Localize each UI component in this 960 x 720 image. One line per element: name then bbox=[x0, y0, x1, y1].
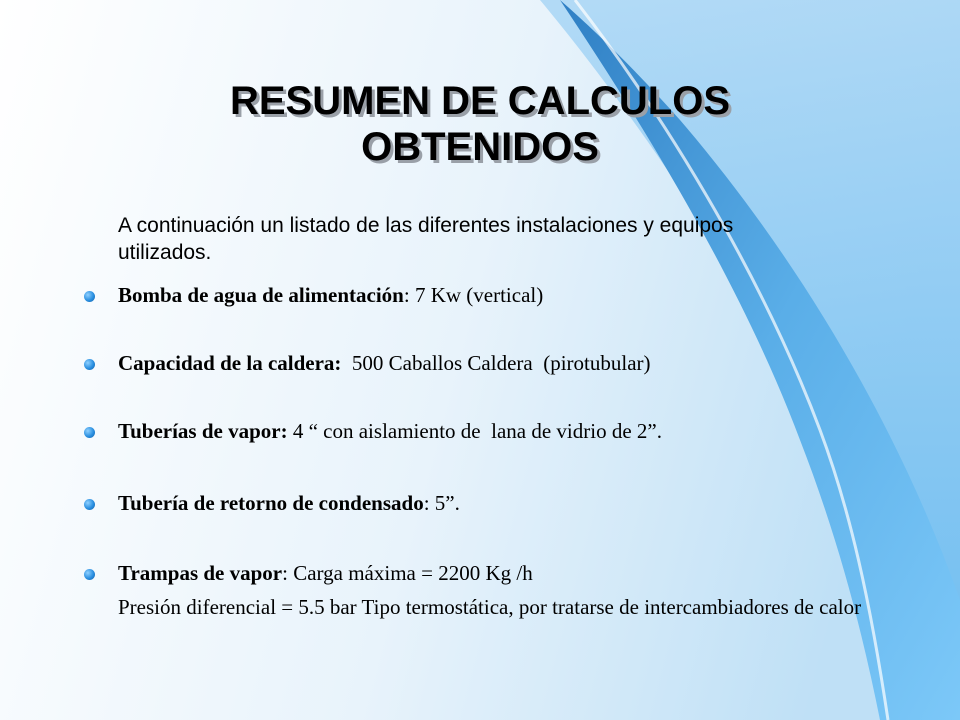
list-item bbox=[84, 350, 904, 377]
item-label: Bomba de agua de alimentación bbox=[118, 283, 404, 307]
list-item bbox=[84, 560, 904, 587]
item-text: : 5”. bbox=[423, 491, 460, 515]
bullet-icon bbox=[84, 359, 95, 370]
bullet-icon bbox=[84, 569, 95, 580]
list-item bbox=[84, 418, 904, 445]
continuation-text: Presión diferencial = 5.5 bar Tipo termostática, por tratarse de intercambiadores de calor bbox=[118, 595, 862, 619]
bullet-icon bbox=[84, 427, 95, 438]
item-label: Trampas de vapor bbox=[118, 561, 283, 585]
bullet-icon bbox=[84, 499, 95, 510]
item-text: 500 Caballos Caldera (pirotubular) bbox=[341, 351, 651, 375]
slide-title: RESUMEN DE CALCULOS OBTENIDOS bbox=[229, 79, 731, 169]
bullet-icon bbox=[84, 291, 95, 302]
item-text: : Carga máxima = 2200 Kg /h bbox=[282, 561, 533, 585]
item-label: Tuberías de vapor: bbox=[118, 419, 288, 443]
item-label: Tubería de retorno de condensado bbox=[118, 491, 424, 515]
list-item bbox=[84, 282, 904, 309]
list-item bbox=[84, 490, 904, 517]
item-label: Capacidad de la caldera: bbox=[118, 351, 342, 375]
intro-text: A continuación un listado de las diferentes instalaciones y equipos utilizados. bbox=[118, 214, 734, 264]
item-text: 4 “ con aislamiento de lana de vidrio de 2”. bbox=[287, 419, 662, 443]
item-text: : 7 Kw (vertical) bbox=[403, 283, 544, 307]
